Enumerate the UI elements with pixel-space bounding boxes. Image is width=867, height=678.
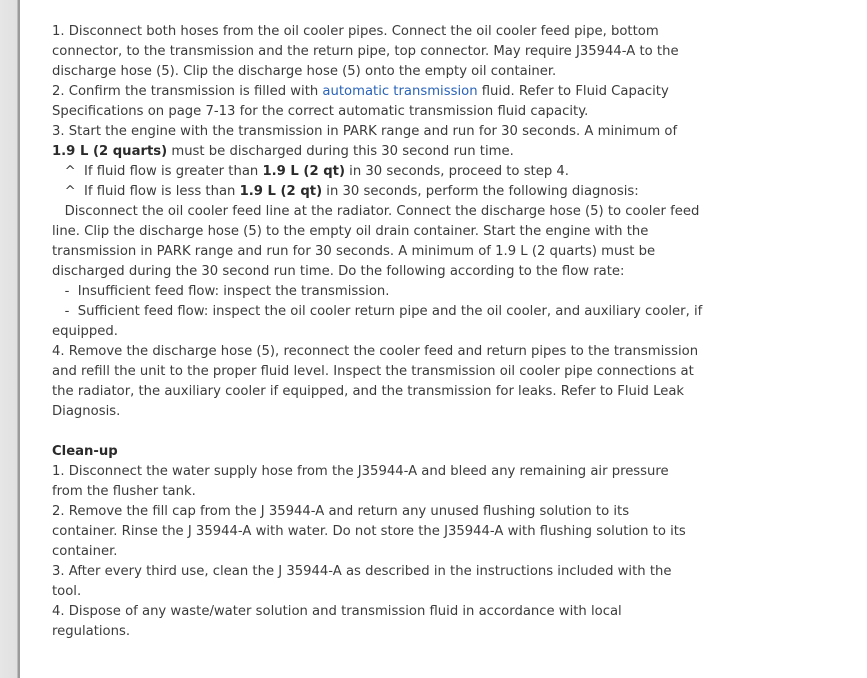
cleanup-1-line-2: from the flusher tank. bbox=[52, 484, 196, 499]
flow-sufficient-line-2: equipped. bbox=[52, 324, 118, 339]
left-gutter-divider bbox=[0, 0, 20, 678]
cleanup-3-line-1: 3. After every third use, clean the J 35944-A as described in the instructions included with the bbox=[52, 564, 672, 579]
step-3-text: must be discharged during this 30 second run time. bbox=[167, 144, 514, 159]
bullet-greater-text-a: ^ If fluid flow is greater than bbox=[52, 164, 263, 179]
diagnosis-line-4: discharged during the 30 second run time. Do the following according to the flow rate: bbox=[52, 264, 625, 279]
cleanup-2-line-3: container. bbox=[52, 544, 118, 559]
step-1-line-2: connector, to the transmission and the return pipe, top connector. May require J35944-A to the bbox=[52, 44, 679, 59]
diagnosis-line-2: line. Clip the discharge hose (5) to the empty oil drain container. Start the engine with the bbox=[52, 224, 649, 239]
diagnosis-line-3: transmission in PARK range and run for 30 seconds. A minimum of 1.9 L (2 quarts) must be bbox=[52, 244, 656, 259]
cleanup-3-line-2: tool. bbox=[52, 584, 82, 599]
step-2-line-2: Specifications on page 7-13 for the correct automatic transmission fluid capacity. bbox=[52, 104, 589, 119]
step-2-text-b: fluid. Refer to Fluid Capacity bbox=[477, 84, 669, 99]
cleanup-1-line-1: 1. Disconnect the water supply hose from the J35944-A and bleed any remaining air pressure bbox=[52, 464, 669, 479]
bullet-less-text-b: in 30 seconds, perform the following diagnosis: bbox=[322, 184, 639, 199]
bullet-greater-text-b: in 30 seconds, proceed to step 4. bbox=[344, 164, 569, 179]
flow-insufficient: - Insufficient feed flow: inspect the transmission. bbox=[52, 284, 390, 299]
step-4-line-3: the radiator, the auxiliary cooler if equipped, and the transmission for leaks. Refer to Fluid Leak bbox=[52, 384, 685, 399]
step-4-line-2: and refill the unit to the proper fluid level. Inspect the transmission oil cooler pipe connections at bbox=[52, 364, 694, 379]
automatic-transmission-link[interactable]: automatic transmission bbox=[322, 84, 478, 99]
flow-sufficient-line-1: - Sufficient feed flow: inspect the oil cooler return pipe and the oil cooler, and auxiliary cooler, if bbox=[52, 304, 703, 319]
bullet-greater-flow bbox=[52, 162, 672, 182]
bullet-less-text-a: ^ If fluid flow is less than bbox=[52, 184, 240, 199]
step-1-line-1: 1. Disconnect both hoses from the oil cooler pipes. Connect the oil cooler feed pipe, bottom bbox=[52, 24, 659, 39]
step-1-line-3: discharge hose (5). Clip the discharge hose (5) onto the empty oil container. bbox=[52, 64, 557, 79]
section-spacer bbox=[52, 422, 672, 442]
step-4-line-4: Diagnosis. bbox=[52, 404, 121, 419]
cleanup-heading: Clean-up bbox=[52, 444, 118, 459]
step-3-bold-quantity: 1.9 L (2 quarts) bbox=[52, 144, 168, 159]
bullet-greater-bold: 1.9 L (2 qt) bbox=[262, 164, 345, 179]
cleanup-4-line-2: regulations. bbox=[52, 624, 131, 639]
step-3-line-1: 3. Start the engine with the transmission in PARK range and run for 30 seconds. A minimum of bbox=[52, 124, 678, 139]
bullet-less-bold: 1.9 L (2 qt) bbox=[239, 184, 323, 199]
step-4-line-1: 4. Remove the discharge hose (5), reconnect the cooler feed and return pipes to the transmission bbox=[52, 344, 699, 359]
cleanup-4-line-1: 4. Dispose of any waste/water solution and transmission fluid in accordance with local bbox=[52, 604, 622, 619]
step-3-line-2 bbox=[52, 142, 672, 162]
cleanup-2-line-1: 2. Remove the fill cap from the J 35944-A and return any unused flushing solution to its bbox=[52, 504, 630, 519]
diagnosis-line-1: Disconnect the oil cooler feed line at the radiator. Connect the discharge hose (5) to cooler feed bbox=[52, 204, 700, 219]
cleanup-2-line-2: container. Rinse the J 35944-A with water. Do not store the J35944-A with flushing solution to its bbox=[52, 524, 686, 539]
step-2-line-1 bbox=[52, 82, 672, 102]
document-body bbox=[52, 22, 703, 642]
bullet-less-flow bbox=[52, 182, 672, 202]
step-2-text-a: 2. Confirm the transmission is filled with bbox=[52, 84, 323, 99]
